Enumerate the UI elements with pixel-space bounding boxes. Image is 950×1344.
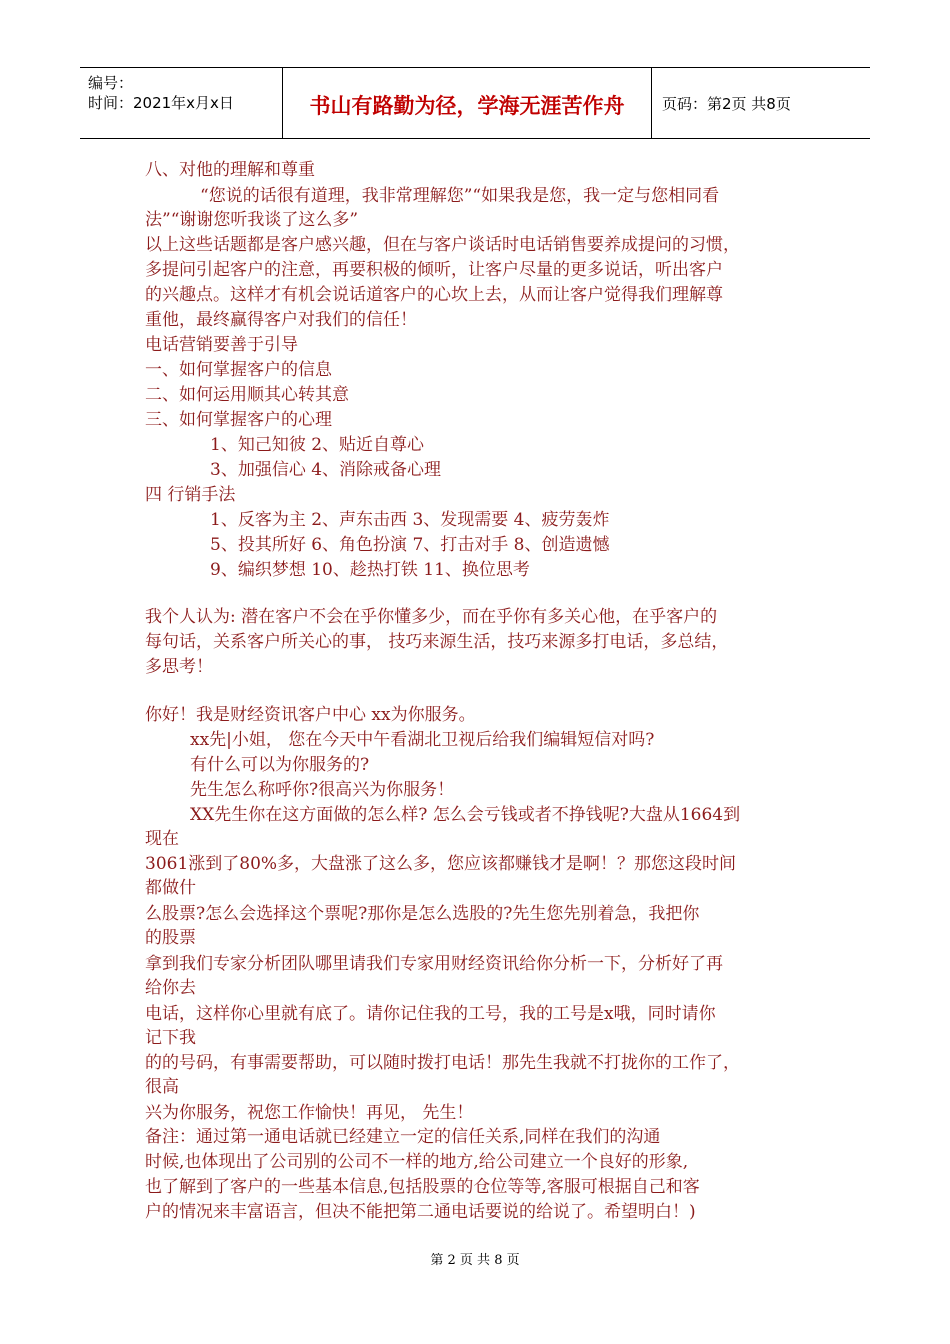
body-line: 我个人认为: 潜在客户不会在乎你懂多少，而在乎你有多关心他，在乎客户的 [145, 607, 718, 627]
body-line: 以上这些话题都是客户感兴趣，但在与客户谈话时电话销售要养成提问的习惯， [145, 235, 740, 255]
list-item: 1、知己知彼 2、贴近自尊心 [210, 435, 425, 455]
script-line: 都做什 [145, 878, 196, 898]
script-line: 的股票 [145, 928, 196, 948]
section-heading: 四 行销手法 [145, 485, 236, 505]
script-line: 先生怎么称呼你?很高兴为你服务！ [190, 780, 455, 800]
body-line: 多思考！ [145, 657, 213, 677]
section-heading: 电话营销要善于引导 [145, 335, 298, 355]
body-line: “您说的话很有道理，我非常理解您”“如果我是您，我一定与您相同看 [200, 186, 720, 206]
body-line: 多提问引起客户的注意，再要积极的倾听，让客户尽量的更多说话，听出客户 [145, 260, 723, 280]
list-item: 一、如何掌握客户的信息 [145, 360, 332, 380]
script-line: 兴为你服务，祝您工作愉快！再见， 先生！ [145, 1103, 474, 1123]
page-footer: 第 2 页 共 8 页 [430, 1253, 520, 1268]
body-line: 法”“谢谢您听我谈了这么多” [145, 210, 359, 230]
note-line: 也了解到了客户的一些基本信息,包括股票的仓位等等,客服可根据自己和客 [145, 1177, 700, 1197]
script-line: XX先生你在这方面做的怎么样? 怎么会亏钱或者不挣钱呢?大盘从1664到 [190, 805, 741, 825]
document-number-label: 编号： [88, 74, 134, 92]
list-item: 三、如何掌握客户的心理 [145, 410, 332, 430]
script-line: 你好！我是财经资讯客户中心 xx为你服务。 [145, 705, 476, 725]
list-item: 3、加强信心 4、消除戒备心理 [210, 460, 442, 480]
header-meta-cell [80, 68, 283, 138]
script-line: 现在 [145, 829, 179, 849]
script-line: xx先|小姐， 您在今天中午看湖北卫视后给我们编辑短信对吗? [190, 730, 655, 750]
list-item: 5、投其所好 6、角色扮演 7、打击对手 8、创造遗憾 [210, 535, 610, 555]
script-line: 电话，这样你心里就有底了。请你记住我的工号，我的工号是x哦，同时请你 [145, 1004, 716, 1024]
list-item: 1、反客为主 2、声东击西 3、发现需要 4、疲劳轰炸 [210, 510, 610, 530]
list-item: 二、如何运用顺其心转其意 [145, 385, 349, 405]
script-line: 有什么可以为你服务的? [190, 755, 370, 775]
script-line: 3061涨到了80%多，大盘涨了这么多，您应该都赚钱才是啊！？那您这段时间 [145, 854, 737, 874]
header-page-info: 页码：第2页 共8页 [662, 95, 791, 113]
script-line: 么股票?怎么会选择这个票呢?那你是怎么选股的?先生您先别着急，我把你 [145, 904, 700, 924]
header-page-cell [652, 68, 870, 138]
note-line: 备注：通过第一通电话就已经建立一定的信任关系,同样在我们的沟通 [145, 1127, 661, 1147]
script-line: 的的号码，有事需要帮助，可以随时拨打电话！那先生我就不打拢你的工作了， [145, 1053, 740, 1073]
body-line: 的兴趣点。这样才有机会说话道客户的心坎上去，从而让客户觉得我们理解尊 [145, 285, 723, 305]
document-date-label: 时间：2021年x月x日 [88, 94, 234, 112]
header-motto: 书山有路勤为径，学海无涯苦作舟 [309, 93, 625, 118]
section-heading: 八、对他的理解和尊重 [145, 160, 315, 180]
list-item: 9、编织梦想 10、趁热打铁 11、换位思考 [210, 560, 530, 580]
note-line: 时候,也体现出了公司别的公司不一样的地方,给公司建立一个良好的形象, [145, 1152, 689, 1172]
script-line: 记下我 [145, 1028, 196, 1048]
header-motto-cell [283, 68, 652, 138]
script-line: 给你去 [145, 978, 196, 998]
body-line: 每句话，关系客户所关心的事， 技巧来源生活，技巧来源多打电话，多总结， [145, 632, 729, 652]
script-line: 拿到我们专家分析团队哪里请我们专家用财经资讯给你分析一下，分析好了再 [145, 954, 723, 974]
body-line: 重他，最终赢得客户对我们的信任！ [145, 310, 417, 330]
page-header [80, 67, 870, 139]
note-line: 户的情况来丰富语言，但决不能把第二通电话要说的给说了。希望明白！) [145, 1202, 696, 1222]
script-line: 很高 [145, 1077, 179, 1097]
